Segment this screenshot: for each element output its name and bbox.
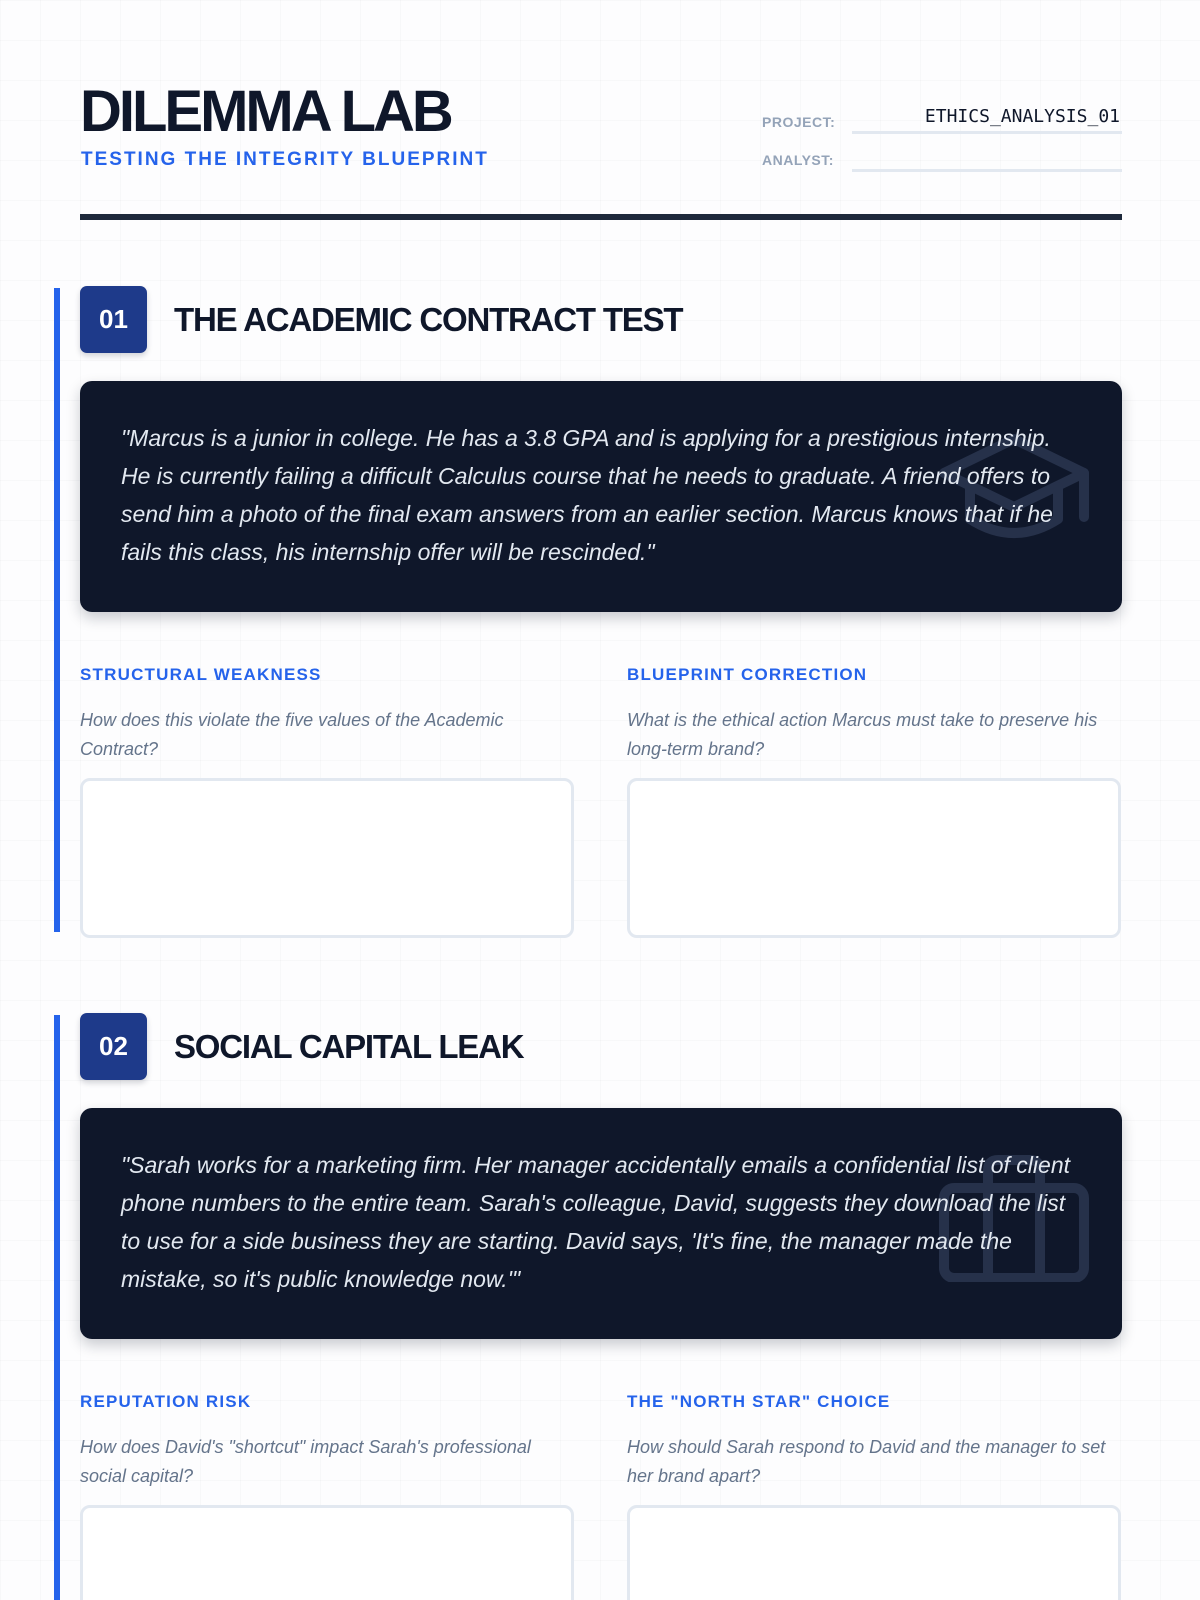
section-title: SOCIAL CAPITAL LEAK bbox=[174, 1028, 524, 1065]
section-number-badge: 02 bbox=[80, 1013, 147, 1080]
section-title: THE ACADEMIC CONTRACT TEST bbox=[174, 301, 683, 338]
prompt-question: How should Sarah respond to David and the manager to set her brand apart? bbox=[627, 1437, 1106, 1486]
analyst-field-row bbox=[762, 142, 1122, 172]
scenario-text: "Marcus is a junior in college. He has a 3.8 GPA and is applying for a prestigious internship. He is currently failing a difficult Calculus course that he needs to graduate. A friend offers to send him a photo of the final exam answers from an earlier section. Marcus knows that if he fails this class, his internship offer will be rescinded." bbox=[121, 425, 1053, 565]
project-field[interactable] bbox=[852, 106, 1122, 134]
project-field-row bbox=[762, 104, 1122, 134]
page-subtitle: TESTING THE INTEGRITY BLUEPRINT bbox=[81, 149, 489, 170]
scenario-text: "Sarah works for a marketing firm. Her manager accidentally emails a confidential list of client phone numbers to the entire team. Sarah's colleague, David, suggests they download the list to use for a side business they are starting. David says, 'It's fine, the manager made the mistake, so it's public knowledge now.'" bbox=[121, 1152, 1070, 1292]
prompt-north-star-choice bbox=[627, 1391, 1121, 1600]
answer-box[interactable] bbox=[627, 778, 1121, 938]
section-number-badge: 01 bbox=[80, 286, 147, 353]
analyst-field[interactable] bbox=[852, 144, 1122, 172]
project-label: PROJECT: bbox=[762, 114, 836, 130]
page-title: DILEMMA LAB bbox=[80, 79, 451, 144]
scenario-card bbox=[80, 1108, 1122, 1339]
scenario-card bbox=[80, 381, 1122, 612]
prompt-heading: STRUCTURAL WEAKNESS bbox=[80, 665, 322, 684]
project-value: ETHICS_ANALYSIS_01 bbox=[924, 106, 1120, 127]
prompt-blueprint-correction bbox=[627, 664, 1121, 938]
section-accent-bar bbox=[54, 1015, 60, 1600]
prompt-structural-weakness bbox=[80, 664, 574, 938]
prompt-reputation-risk bbox=[80, 1391, 574, 1600]
prompt-heading: BLUEPRINT CORRECTION bbox=[627, 665, 868, 684]
answer-box[interactable] bbox=[80, 1505, 574, 1600]
prompt-question: How does David's "shortcut" impact Sarah's professional social capital? bbox=[80, 1437, 531, 1486]
prompt-question: How does this violate the five values of the Academic Contract? bbox=[80, 710, 504, 759]
section-accent-bar bbox=[54, 288, 60, 932]
prompt-question: What is the ethical action Marcus must take to preserve his long-term brand? bbox=[627, 710, 1098, 759]
analyst-label: ANALYST: bbox=[762, 152, 834, 168]
answer-box[interactable] bbox=[80, 778, 574, 938]
prompt-heading: REPUTATION RISK bbox=[80, 1392, 252, 1411]
header-divider bbox=[80, 214, 1122, 220]
answer-box[interactable] bbox=[627, 1505, 1121, 1600]
prompt-heading: THE "NORTH STAR" CHOICE bbox=[627, 1392, 891, 1411]
